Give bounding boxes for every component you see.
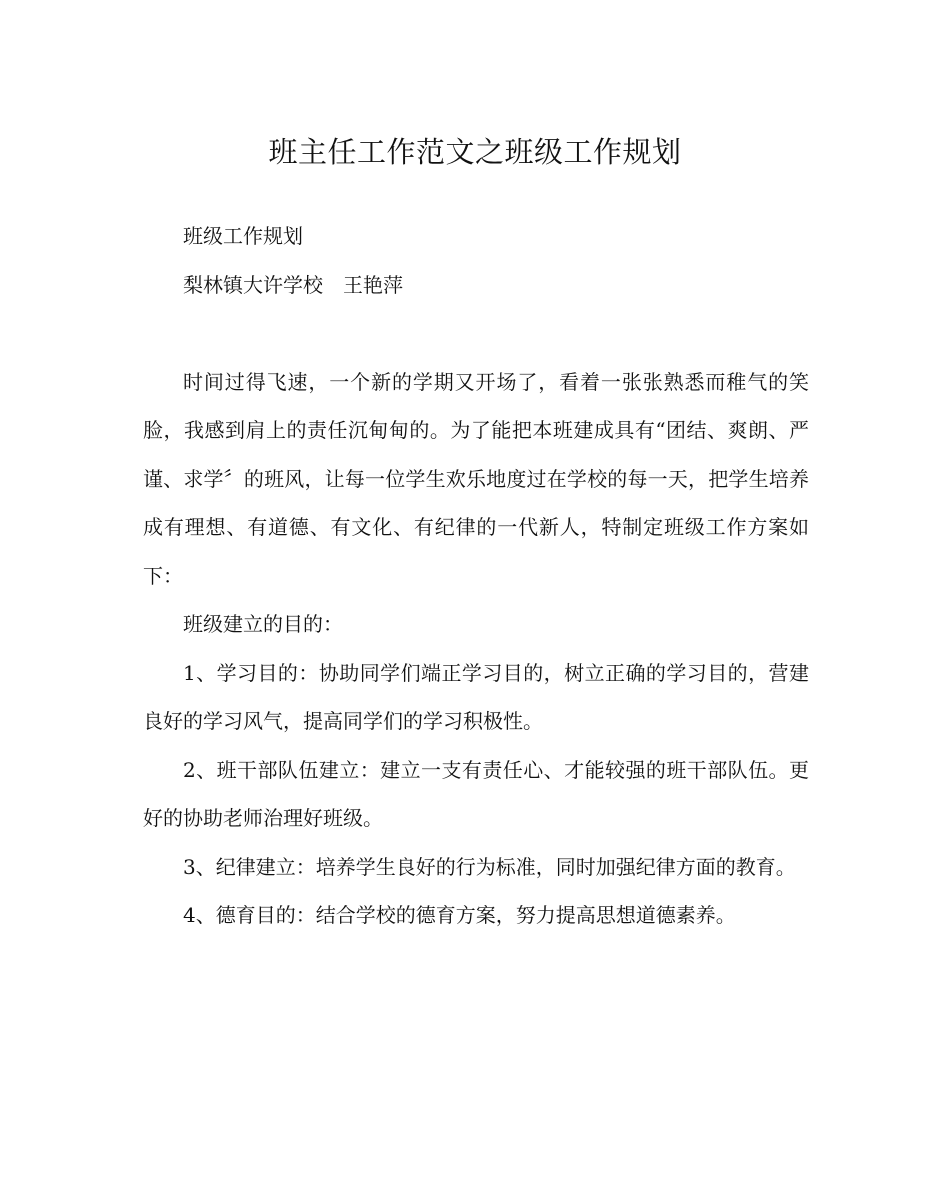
author-line: 梨林镇大许学校 王艳萍 xyxy=(183,272,403,297)
goal-item-3: 3、纪律建立：培养学生良好的行为标准，同时加强纪律方面的教育。 xyxy=(183,854,796,879)
intro-paragraph: 时间过得飞速，一个新的学期又开场了，看着一张张熟悉而稚气的笑脸，我感到肩上的责任沉甸甸的。为了能把本班建成具有“团结、爽朗、严谨、求学〞的班风，让每一位学生欢乐地度过在学校的每一天，把学生培养成有理想、有道德、有文化、有纪律的一代新人，特制定班级工作方案如下： xyxy=(143,369,809,588)
document-body xyxy=(143,212,809,940)
blank-line xyxy=(143,309,809,358)
document-title: 班主任工作范文之班级工作规划 xyxy=(268,135,682,169)
section-heading: 班级建立的目的： xyxy=(183,612,343,636)
subtitle: 班级工作规划 xyxy=(183,224,303,248)
goal-item-1: 1、学习目的：协助同学们端正学习目的，树立正确的学习目的，营建良好的学习风气，提高同学们的学习积极性。 xyxy=(143,660,809,733)
goal-item-2: 2、班干部队伍建立：建立一支有责任心、才能较强的班干部队伍。更好的协助老师治理好班级。 xyxy=(143,757,809,830)
goal-item-4: 4、德育目的：结合学校的德育方案，努力提高思想道德素养。 xyxy=(183,903,736,927)
